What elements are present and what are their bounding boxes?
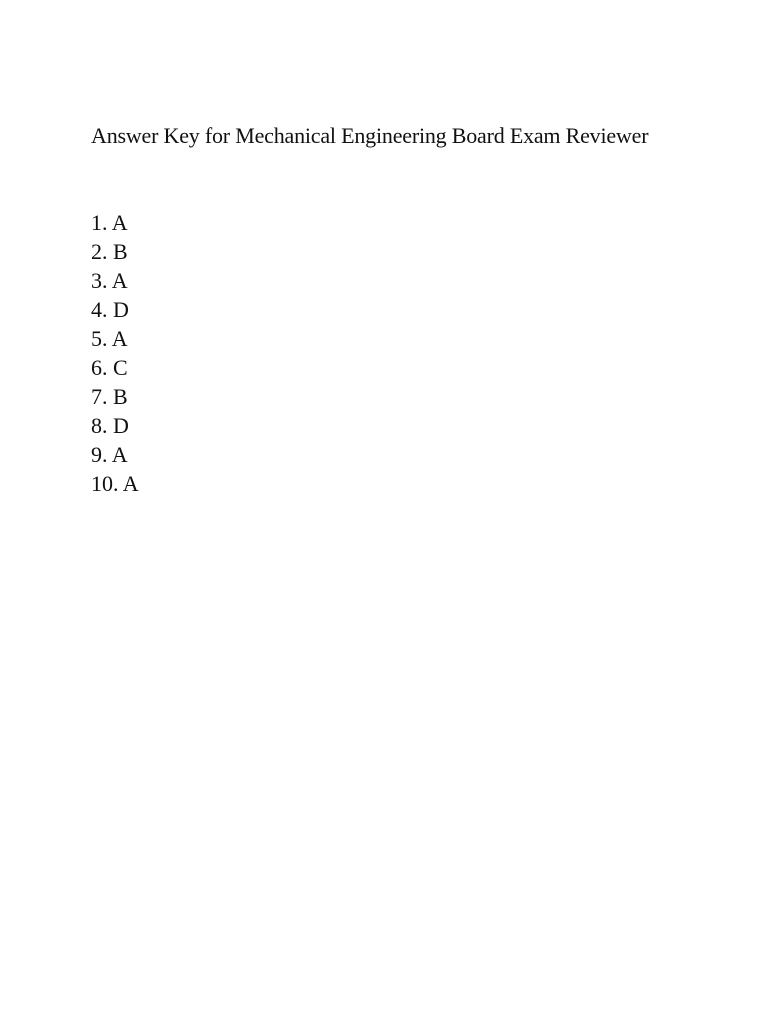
answer-item-2: 2. B (91, 239, 128, 264)
answer-item-9: 9. A (91, 442, 128, 467)
answer-item-4: 4. D (91, 297, 129, 322)
answer-item-5: 5. A (91, 326, 128, 351)
answer-item-7: 7. B (91, 384, 128, 409)
answer-item-8: 8. D (91, 413, 129, 438)
answer-item-10: 10. A (91, 471, 139, 496)
answer-item-6: 6. C (91, 355, 128, 380)
document-title: Answer Key for Mechanical Engineering Board Exam Reviewer (91, 123, 649, 148)
answer-item-1: 1. A (91, 210, 128, 235)
answer-list (91, 208, 139, 498)
answer-item-3: 3. A (91, 268, 128, 293)
